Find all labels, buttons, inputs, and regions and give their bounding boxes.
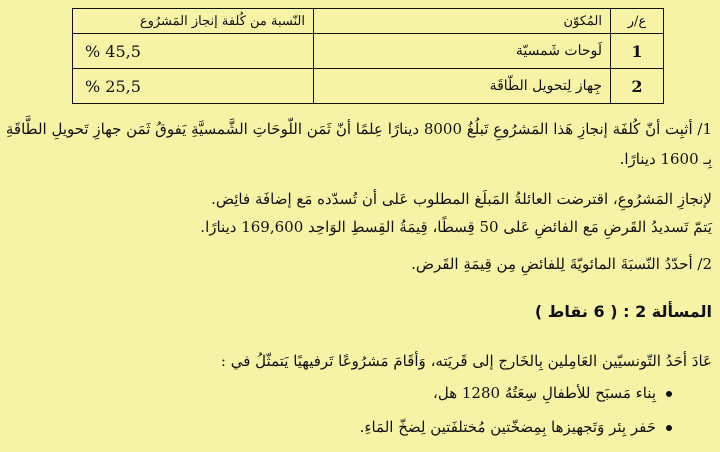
row-num: 1 [611, 34, 664, 69]
row-component: لَوحات شَمسيّة [314, 34, 611, 69]
bullet-icon [666, 425, 672, 431]
problem-2-points: ( 6 نقاط ) [534, 302, 618, 321]
row-num: 2 [611, 69, 664, 104]
bullet-icon [666, 391, 672, 397]
list-item-text: حَفر بِئر وَتَجهيزها بِمِضخّتين مُختلفَتين لِضخّ المَاءِ. [359, 418, 656, 436]
question-2: 2/ أحدّدُ النّسبَةَ المائويّةَ لِلفائضِ مِن قِيمَةِ القَرض. [411, 255, 712, 273]
row-component: جِهاز لِتحويل الطّاقَة [314, 69, 611, 104]
list-item [360, 384, 672, 418]
row-percent: % 45,5 [73, 34, 314, 69]
header-percent: النّسبة من كُلفة إنجاز المَشرُوع [73, 9, 314, 34]
question-1-line-2: بِـ 1600 دينارًا. [619, 150, 712, 168]
loan-line-1: لإنجازِ المَشرُوعِ، اقترضت العائلةُ المَبلَغ المطلوب عَلى أن تُسدّده مَع إضافَة فائِض. [211, 190, 712, 208]
table-row [73, 69, 664, 104]
list-item [360, 418, 672, 452]
cost-table [72, 8, 664, 104]
table-header-row [73, 9, 664, 34]
list-item-text: بِناء مَسبَح للأطفالِ سِعَتُهُ 1280 هل، [433, 384, 656, 402]
table-row [73, 34, 664, 69]
header-num: ع/ر [611, 9, 664, 34]
problem-2-intro: عَادَ أحَدُ التّونسيّين العَامِلين بِالخَارج إلى قَريَته، وَأقَامَ مَشرُوعًا تَرفيهيًا يَتمثّلُ في : [220, 352, 712, 370]
question-1-line-1: 1/ أثبِت أنّ كُلفَة إنجازِ هَذا المَشرُوعِ تَبلُغُ 8000 دينارًا عِلمًا أنّ ثَمَن اللّوحَاتِ الشَّمسيَّةِ يَفوقُ ثَمَن جهازِ تَحويلِ الطَّاقَةِ [5, 120, 712, 138]
row-percent: % 25,5 [73, 69, 314, 104]
bullet-list [360, 384, 672, 452]
problem-2-heading [535, 302, 712, 321]
loan-line-2: يَتمّ تَسديدُ القَرضِ مَع الفائضِ عَلى 50 قِسطًا، قِيمَةُ القِسطِ الوَاحِد 169,600 دينارًا. [200, 218, 712, 236]
problem-2-title: المسألة 2 : [623, 302, 712, 321]
header-component: المُكوّن [314, 9, 611, 34]
